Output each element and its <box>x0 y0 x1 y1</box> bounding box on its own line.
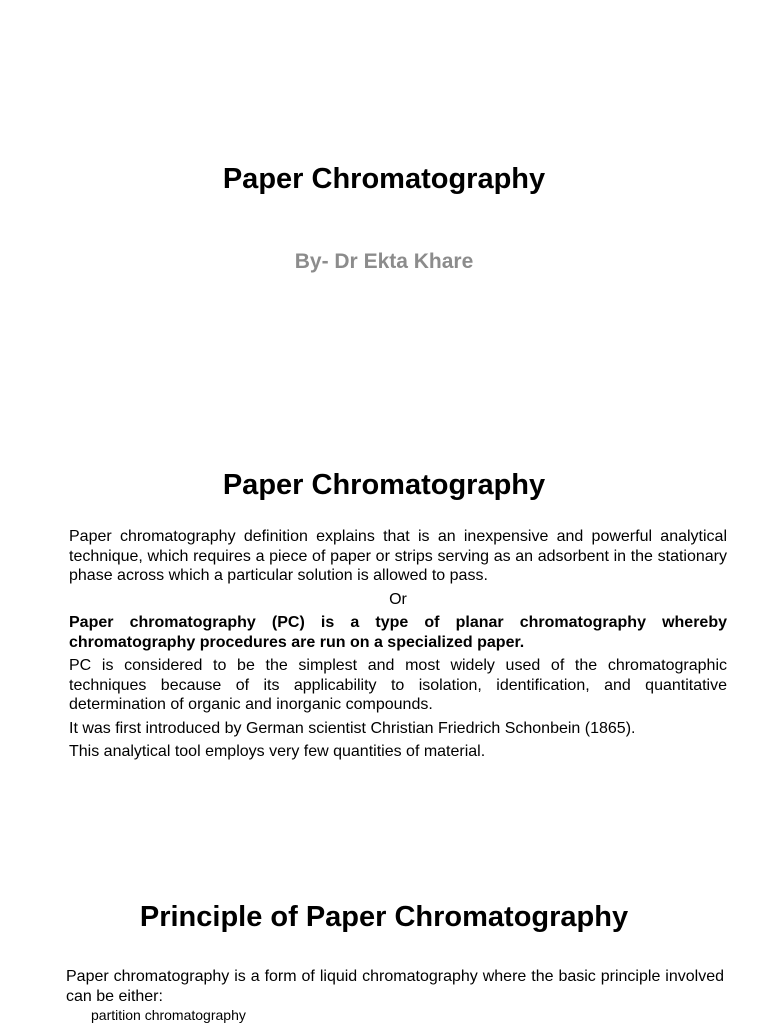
pc-definition-paragraph: Paper chromatography (PC) is a type of planar chromatography whereby chromatography procedures are run on a specialized paper. <box>69 614 727 651</box>
or-separator: Or <box>389 590 407 608</box>
material-paragraph: This analytical tool employs very few quantities of material. <box>69 743 486 760</box>
principle-paragraph: Paper chromatography is a form of liquid chromatography where the basic principle involved can be either: <box>66 968 724 1005</box>
principle-subitem: partition chromatography <box>91 1007 246 1023</box>
definition-paragraph: Paper chromatography definition explains that is an inexpensive and powerful analytical technique, which requires a piece of paper or strips serving as an adsorbent in the stationary phase across which a particular solution is allowed to pass. <box>69 528 727 584</box>
slide2-body <box>69 527 727 766</box>
slide2-title: Paper Chromatography <box>222 469 546 501</box>
history-paragraph: It was first introduced by German scientist Christian Friedrich Schonbein (1865). <box>69 719 636 737</box>
slide3-body <box>66 967 724 1026</box>
slide3-title: Principle of Paper Chromatography <box>139 901 629 933</box>
slide1-author: By- Dr Ekta Khare <box>294 250 474 273</box>
pc-usage-paragraph: PC is considered to be the simplest and most widely used of the chromatographic techniques because of its applicability to isolation, identification, and quantitative determination of organic and inorganic compounds. <box>69 657 727 713</box>
slide1-title: Paper Chromatography <box>222 163 546 195</box>
